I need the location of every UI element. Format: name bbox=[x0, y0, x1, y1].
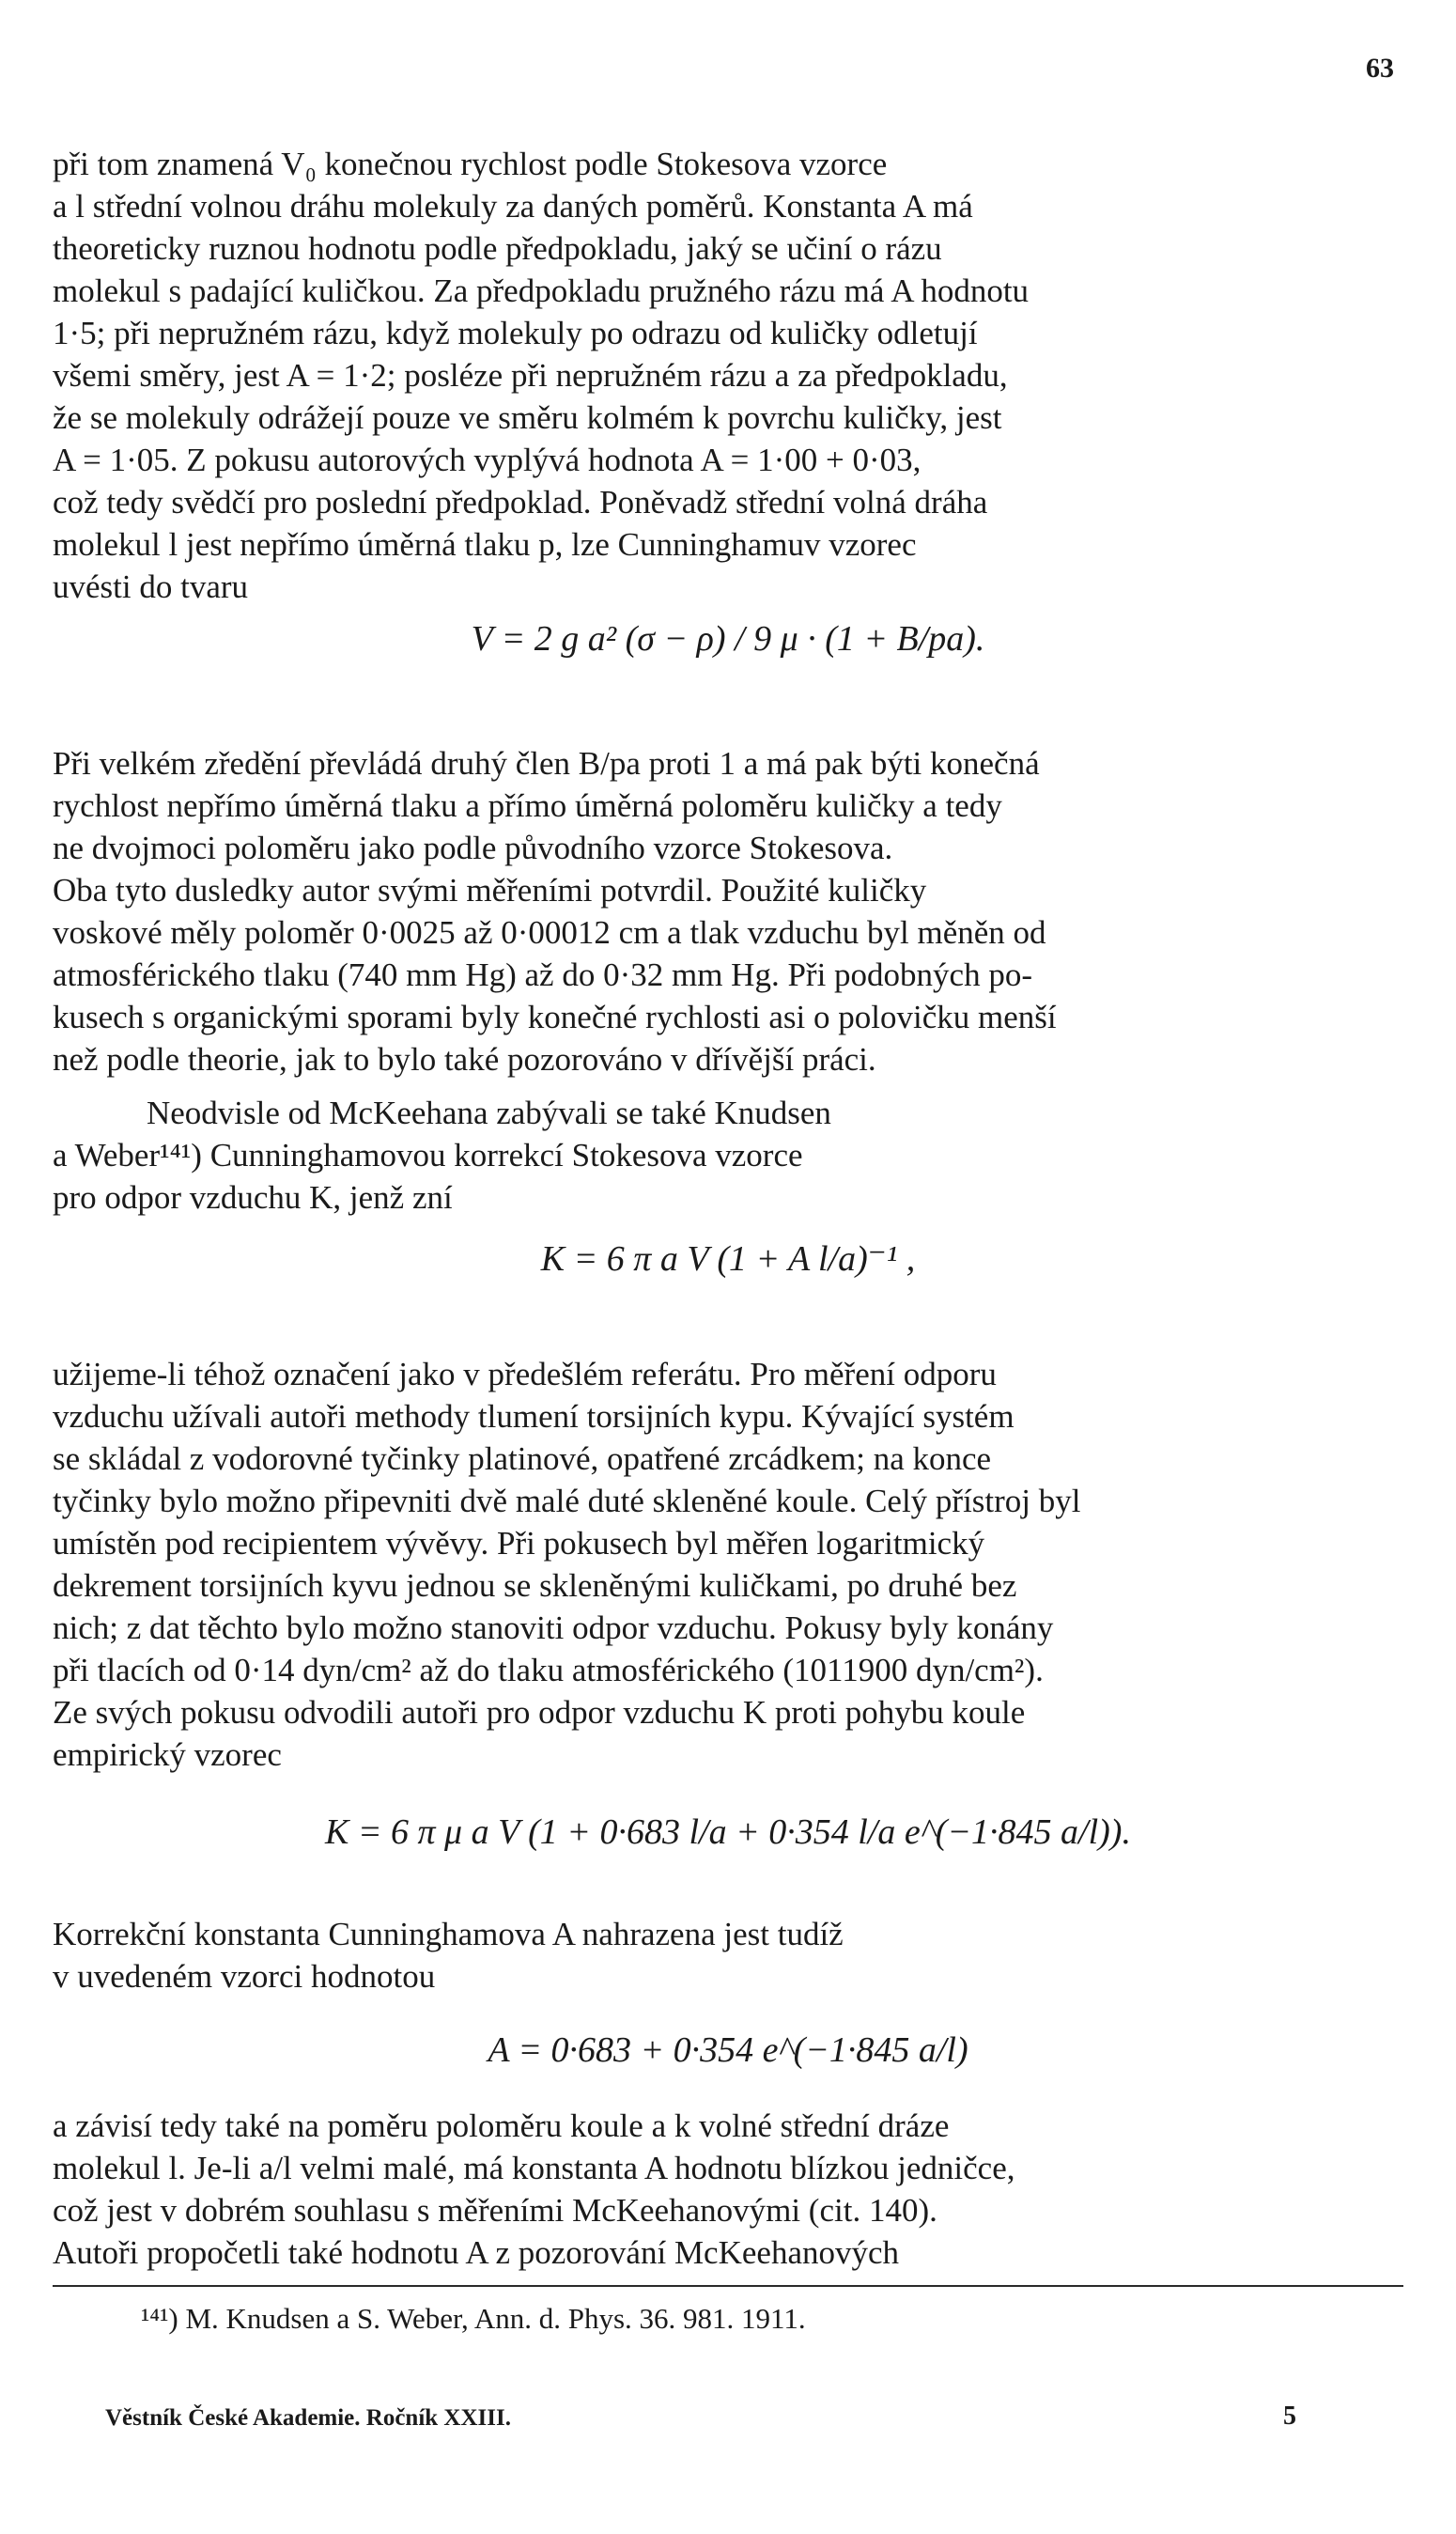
text-line: Neodvisle od McKeehana zabývali se také Knudsen bbox=[147, 1095, 831, 1131]
footnote-rule bbox=[53, 2285, 1403, 2287]
text-line: pro odpor vzduchu K, jenž zní bbox=[53, 1179, 453, 1216]
text-line: 1·5; při nepružném rázu, když molekuly po odrazu od kuličky odletují bbox=[53, 315, 978, 351]
paragraph-6 bbox=[53, 2105, 1403, 2274]
text-line: molekul l jest nepřímo úměrná tlaku p, lze Cunninghamuv vzorec bbox=[53, 526, 917, 563]
paragraph-2 bbox=[53, 742, 1403, 1080]
footnote: ¹⁴¹) M. Knudsen a S. Weber, Ann. d. Phys. 36. 981. 1911. bbox=[141, 2302, 806, 2335]
text-line: že se molekuly odrážejí pouze ve směru kolmém k povrchu kuličky, jest bbox=[53, 399, 1002, 436]
equation-2: K = 6 π a V (1 + A l/a)⁻¹ , bbox=[540, 1239, 916, 1279]
equation-4: A = 0·683 + 0·354 e^(−1·845 a/l) bbox=[488, 2030, 968, 2070]
text-line: a Weber¹⁴¹) Cunninghamovou korrekcí Stokesova vzorce bbox=[53, 1137, 803, 1174]
page-number: 63 bbox=[1366, 53, 1394, 84]
text-line: což jest v dobrém souhlasu s měřeními McKeehanovými (cit. 140). bbox=[53, 2192, 937, 2229]
equation-1: V = 2 g a² (σ − ρ) / 9 μ · (1 + B/pa). bbox=[471, 619, 985, 659]
paragraph-4 bbox=[53, 1353, 1403, 1776]
text-line: Při velkém zředění převládá druhý člen B/pa proti 1 a má pak býti konečná bbox=[53, 745, 1040, 782]
text-line: Ze svých pokusu odvodili autoři pro odpor vzduchu K proti pohybu koule bbox=[53, 1694, 1026, 1731]
text-line: atmosférického tlaku (740 mm Hg) až do 0·32 mm Hg. Při podobných po- bbox=[53, 956, 1032, 993]
text-line: molekul l. Je-li a/l velmi malé, má konstanta A hodnotu blízkou jedničce, bbox=[53, 2150, 1015, 2186]
text-line: v uvedeném vzorci hodnotou bbox=[53, 1958, 436, 1995]
journal-footer: Věstník České Akademie. Ročník XXIII. bbox=[105, 2405, 511, 2431]
paragraph-1 bbox=[53, 143, 1403, 608]
text-line: se skládal z vodorovné tyčinky platinové, opatřené zrcádkem; na konce bbox=[53, 1440, 992, 1477]
text-line: vzduchu užívali autoři methody tlumení torsijních kypu. Kývající systém bbox=[53, 1398, 1015, 1435]
text-line: při tlacích od 0·14 dyn/cm² až do tlaku atmosférického (1011900 dyn/cm²). bbox=[53, 1652, 1044, 1688]
text-line: než podle theorie, jak to bylo také pozorováno v dřívější práci. bbox=[53, 1041, 876, 1078]
text-line: uvésti do tvaru bbox=[53, 568, 249, 605]
text-line: voskové měly poloměr 0·0025 až 0·00012 cm a tlak vzduchu byl měněn od bbox=[53, 914, 1046, 951]
text-line: Korrekční konstanta Cunninghamova A nahrazena jest tudíž bbox=[53, 1916, 844, 1952]
text-line: Oba tyto dusledky autor svými měřeními potvrdil. Použité kuličky bbox=[53, 872, 927, 909]
text-line: tyčinky bylo možno připevniti dvě malé duté skleněné koule. Celý přístroj byl bbox=[53, 1483, 1081, 1519]
text-line: a závisí tedy také na poměru poloměru koule a k volné střední dráze bbox=[53, 2107, 950, 2144]
text-line: kusech s organickými sporami byly konečné rychlosti asi o polovičku menší bbox=[53, 999, 1057, 1035]
text-line: všemi směry, jest A = 1·2; posléze při nepružném rázu a za předpokladu, bbox=[53, 357, 1008, 394]
text-line: rychlost nepřímo úměrná tlaku a přímo úměrná poloměru kuličky a tedy bbox=[53, 787, 1002, 824]
text-line: dekrement torsijních kyvu jednou se skleněnými kuličkami, po druhé bez bbox=[53, 1567, 1017, 1604]
text-line: užijeme-li téhož označení jako v předešlém referátu. Pro měření odporu bbox=[53, 1356, 997, 1392]
text-line: při tom znamená V₀ konečnou rychlost podle Stokesova vzorce bbox=[53, 146, 888, 182]
text-line: theoreticky ruznou hodnotu podle předpokladu, jaký se učiní o rázu bbox=[53, 230, 942, 267]
text-line: umístěn pod recipientem vývěvy. Při pokusech byl měřen logaritmický bbox=[53, 1525, 985, 1562]
text-line: a l střední volnou dráhu molekuly za daných poměrů. Konstanta A má bbox=[53, 188, 973, 225]
text-line: Autoři propočetli také hodnotu A z pozorování McKeehanových bbox=[53, 2234, 900, 2271]
paragraph-3 bbox=[53, 1092, 1403, 1219]
equation-3: K = 6 π μ a V (1 + 0·683 l/a + 0·354 l/a e^(−1·845 a/l)). bbox=[325, 1812, 1131, 1852]
text-line: molekul s padající kuličkou. Za předpokladu pružného rázu má A hodnotu bbox=[53, 272, 1030, 309]
text-line: ne dvojmoci poloměru jako podle původního vzorce Stokesova. bbox=[53, 830, 893, 866]
text-line: empirický vzorec bbox=[53, 1736, 282, 1773]
text-line: A = 1·05. Z pokusu autorových vyplývá hodnota A = 1·00 + 0·03, bbox=[53, 442, 922, 478]
text-line: nich; z dat těchto bylo možno stanoviti odpor vzduchu. Pokusy byly konány bbox=[53, 1609, 1054, 1646]
signature-mark: 5 bbox=[1283, 2402, 1296, 2431]
text-line: což tedy svědčí pro poslední předpoklad. Poněvadž střední volná dráha bbox=[53, 484, 988, 521]
paragraph-5 bbox=[53, 1913, 1403, 1998]
